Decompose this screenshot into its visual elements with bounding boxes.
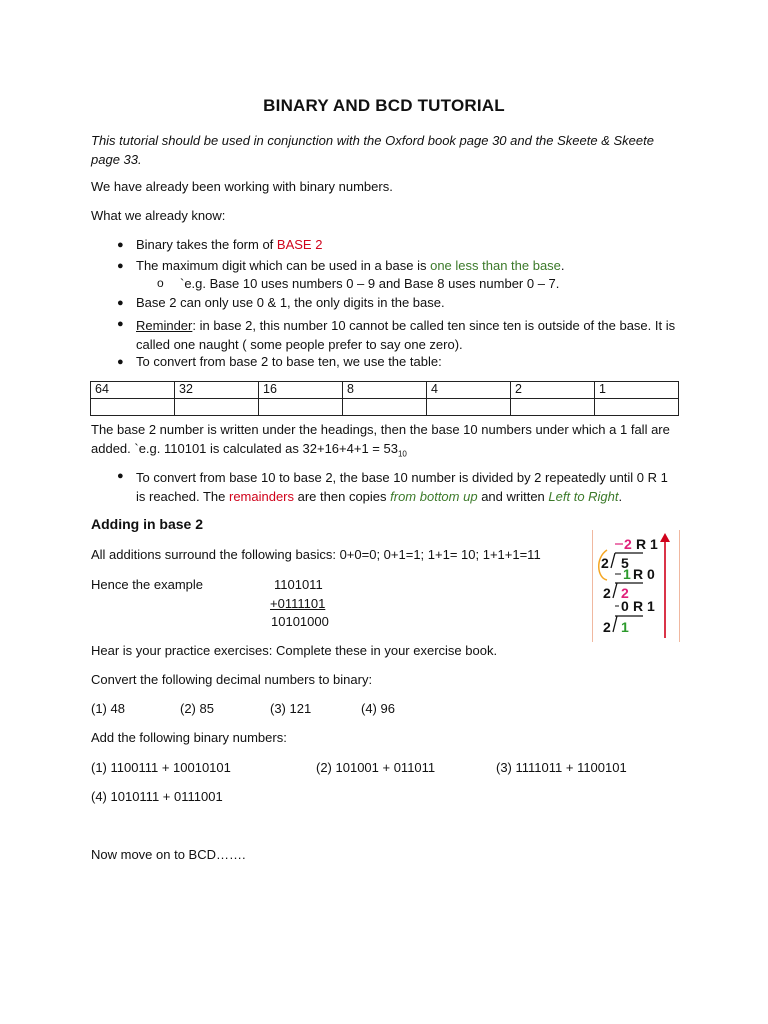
period: . [560, 258, 565, 273]
divisor-1: 2 [601, 555, 609, 571]
sub-bullet-example: `e.g. Base 10 uses numbers 0 – 9 and Base 8 uses number 0 – 7. [180, 276, 560, 291]
bullet-dot: ● [117, 260, 124, 272]
remainder-3: R 1 [633, 598, 655, 614]
quotient-2: 1 [623, 566, 631, 582]
period: . [618, 489, 623, 504]
table-cell: 64 [91, 382, 175, 399]
subscript-base: 10 [397, 449, 407, 459]
reminder-label: Reminder [136, 318, 193, 333]
convert-text: To convert from base 10 to base 2, the base 10 number is divided by 2 repeatedly until 0 R 1 is reached. The [136, 470, 668, 504]
table-cell [259, 399, 343, 416]
dividend-1: 5 [621, 555, 629, 571]
table-cell [595, 399, 679, 416]
bullet-dot: ● [117, 318, 124, 330]
divisor-3: 2 [603, 619, 611, 635]
practice-line: Hear is your practice exercises: Complete these in your exercise book. [91, 643, 498, 658]
bullet-reminder [136, 316, 676, 354]
convert-text: are then copies [294, 489, 391, 504]
bullet-max-digit [136, 258, 565, 273]
remainders-highlight: remainders [228, 489, 295, 504]
one-less-highlight: one less than the base [430, 258, 561, 273]
quotient-3: 0 [621, 598, 629, 614]
bullet-base2-digits: Base 2 can only use 0 & 1, the only digits in the base. [136, 295, 445, 310]
table-explanation-text: The base 2 number is written under the headings, then the base 10 numbers under which a 1 fall are added. `e.g. 110101 is calculated as 32+16+4+1 = 53 [91, 422, 670, 456]
table-cell [511, 399, 595, 416]
table-empty-row [91, 399, 679, 416]
dividend-3: 1 [621, 619, 629, 635]
quotient-1: 2 [624, 536, 632, 552]
hence-label: Hence the example [91, 577, 204, 592]
bullet-dot: ● [117, 356, 124, 368]
adding-heading: Adding in base 2 [91, 516, 204, 532]
add-heading: Add the following binary numbers: [91, 730, 287, 745]
convert-item: (2) 85 [180, 701, 214, 716]
base2-highlight: BASE 2 [276, 237, 323, 252]
working-line: We have already been working with binary numbers. [91, 179, 393, 194]
division-bracket [613, 616, 617, 632]
table-cell [175, 399, 259, 416]
add-item: (1) 1100111 + 10010101 [91, 760, 231, 775]
sum-result: 10101000 [271, 614, 329, 629]
bullet-base2-text: Binary takes the form of [136, 237, 277, 252]
remainder-2: R 0 [633, 566, 655, 582]
dividend-2: 2 [621, 585, 629, 601]
add-item: (4) 1010111 + 0111001 [91, 789, 223, 804]
table-cell [343, 399, 427, 416]
table-cell: 1 [595, 382, 679, 399]
table-cell: 8 [343, 382, 427, 399]
bullet-dot: ● [117, 297, 124, 309]
bullet-base2 [136, 237, 322, 252]
convert-item: (1) 48 [91, 701, 125, 716]
arrow-head-icon [660, 533, 670, 542]
convert-item: (3) 121 [270, 701, 312, 716]
division-diagram [592, 530, 680, 642]
bottom-up-highlight: from bottom up [390, 489, 478, 504]
divisor-2: 2 [603, 585, 611, 601]
reminder-text: : in base 2, this number 10 cannot be called ten since ten is outside of the base. It is called one naught ( some people prefer to say one zero). [136, 318, 676, 352]
convert-text: and written [477, 489, 549, 504]
convert-item: (4) 96 [361, 701, 395, 716]
table-cell [91, 399, 175, 416]
table-header-row [91, 382, 679, 399]
basics-line: All additions surround the following basics: 0+0=0; 0+1=1; 1+1= 10; 1+1+1=11 [91, 547, 541, 562]
sub-bullet-marker: o [157, 276, 164, 290]
bullet-max-digit-text: The maximum digit which can be used in a base is [136, 258, 431, 273]
bullet-convert-table: To convert from base 2 to base ten, we use the table: [136, 354, 442, 369]
table-cell: 32 [175, 382, 259, 399]
left-to-right-highlight: Left to Right [548, 489, 619, 504]
remainder-1: R 1 [636, 536, 658, 552]
convert-heading: Convert the following decimal numbers to binary: [91, 672, 373, 687]
bullet-dot: ● [117, 470, 124, 482]
table-cell [427, 399, 511, 416]
footer-line: Now move on to BCD……. [91, 847, 246, 862]
sum-operand-b [270, 596, 325, 611]
add-item: (2) 101001 + 011011 [316, 760, 436, 775]
place-value-table [90, 381, 679, 416]
table-cell: 2 [511, 382, 595, 399]
table-cell: 16 [259, 382, 343, 399]
division-bracket [613, 583, 617, 598]
table-explanation [91, 420, 671, 464]
page-title: BINARY AND BCD TUTORIAL [263, 96, 505, 115]
know-line: What we already know: [91, 208, 226, 223]
intro-paragraph: This tutorial should be used in conjunction with the Oxford book page 30 and the Skeete & Skeete page 33. [91, 133, 654, 167]
sum-operand-b-text: +0111101 [270, 596, 326, 611]
table-cell: 4 [427, 382, 511, 399]
add-item: (3) 1111011 + 1100101 [496, 760, 627, 775]
division-diagram-svg [593, 530, 679, 642]
bullet-dot: ● [117, 239, 124, 251]
sum-operand-a: 1101011 [274, 577, 323, 592]
bullet-convert-base10 [136, 468, 676, 506]
division-bracket [611, 553, 615, 568]
